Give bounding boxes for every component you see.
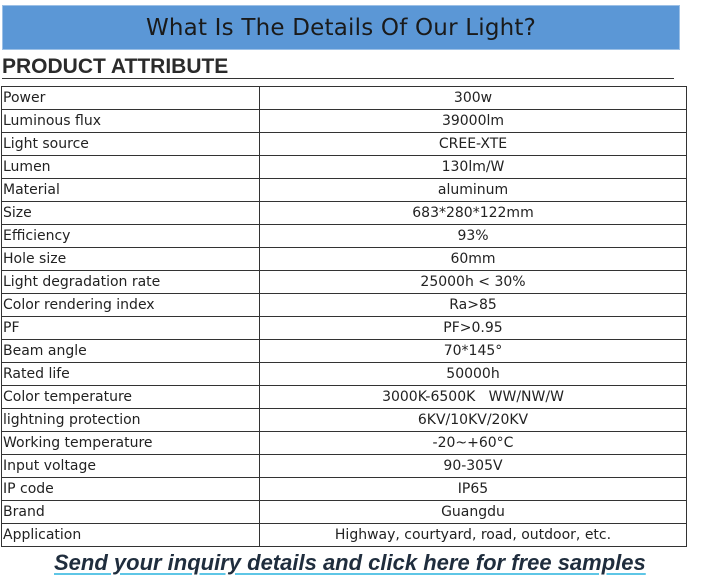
attribute-label: Beam angle <box>2 340 260 363</box>
attribute-label: Power <box>2 87 260 110</box>
table-row <box>2 225 687 248</box>
table-row <box>2 317 687 340</box>
table-row <box>2 432 687 455</box>
table-row <box>2 87 687 110</box>
attribute-label: Efficiency <box>2 225 260 248</box>
attribute-label: Lumen <box>2 156 260 179</box>
attribute-value: PF>0.95 <box>260 317 687 340</box>
table-row <box>2 133 687 156</box>
attribute-value: 683*280*122mm <box>260 202 687 225</box>
table-row <box>2 110 687 133</box>
attribute-value: 3000K-6500K WW/NW/W <box>260 386 687 409</box>
attribute-value: CREE-XTE <box>260 133 687 156</box>
attribute-value: 93% <box>260 225 687 248</box>
header-banner <box>2 5 680 50</box>
attribute-value: 90-305V <box>260 455 687 478</box>
attribute-value: 50000h <box>260 363 687 386</box>
attribute-value: 70*145° <box>260 340 687 363</box>
table-row <box>2 409 687 432</box>
attribute-value: 60mm <box>260 248 687 271</box>
attribute-value: 6KV/10KV/20KV <box>260 409 687 432</box>
attribute-label: Light degradation rate <box>2 271 260 294</box>
table-row <box>2 202 687 225</box>
table-row <box>2 248 687 271</box>
attribute-label: lightning protection <box>2 409 260 432</box>
attribute-value: Ra>85 <box>260 294 687 317</box>
attribute-label: Material <box>2 179 260 202</box>
table-row <box>2 363 687 386</box>
table-row <box>2 156 687 179</box>
attribute-value: 25000h < 30% <box>260 271 687 294</box>
product-attribute-table <box>1 86 687 547</box>
table-row <box>2 524 687 547</box>
section-title: PRODUCT ATTRIBUTE <box>2 55 229 78</box>
attribute-label: IP code <box>2 478 260 501</box>
attribute-label: Rated life <box>2 363 260 386</box>
free-samples-link[interactable]: Send your inquiry details and click here for free samples <box>54 550 646 575</box>
attribute-value: 130lm/W <box>260 156 687 179</box>
table-row <box>2 271 687 294</box>
table-row <box>2 179 687 202</box>
attribute-label: PF <box>2 317 260 340</box>
attribute-value: -20~+60°C <box>260 432 687 455</box>
attribute-label: Color rendering index <box>2 294 260 317</box>
attribute-value: aluminum <box>260 179 687 202</box>
attribute-value: 300w <box>260 87 687 110</box>
table-row <box>2 294 687 317</box>
attribute-label: Brand <box>2 501 260 524</box>
attribute-label: Application <box>2 524 260 547</box>
attribute-label: Size <box>2 202 260 225</box>
attribute-value: Guangdu <box>260 501 687 524</box>
table-row <box>2 478 687 501</box>
attribute-label: Working temperature <box>2 432 260 455</box>
banner-title: What Is The Details Of Our Light? <box>145 14 537 41</box>
table-row <box>2 386 687 409</box>
section-heading <box>2 55 674 79</box>
attribute-label: Input voltage <box>2 455 260 478</box>
attribute-value: 39000lm <box>260 110 687 133</box>
attribute-label: Hole size <box>2 248 260 271</box>
table-row <box>2 501 687 524</box>
attribute-label: Light source <box>2 133 260 156</box>
attribute-label: Luminous flux <box>2 110 260 133</box>
table-row <box>2 455 687 478</box>
attribute-label: Color temperature <box>2 386 260 409</box>
attribute-value: Highway, courtyard, road, outdoor, etc. <box>260 524 687 547</box>
attribute-value: IP65 <box>260 478 687 501</box>
table-row <box>2 340 687 363</box>
